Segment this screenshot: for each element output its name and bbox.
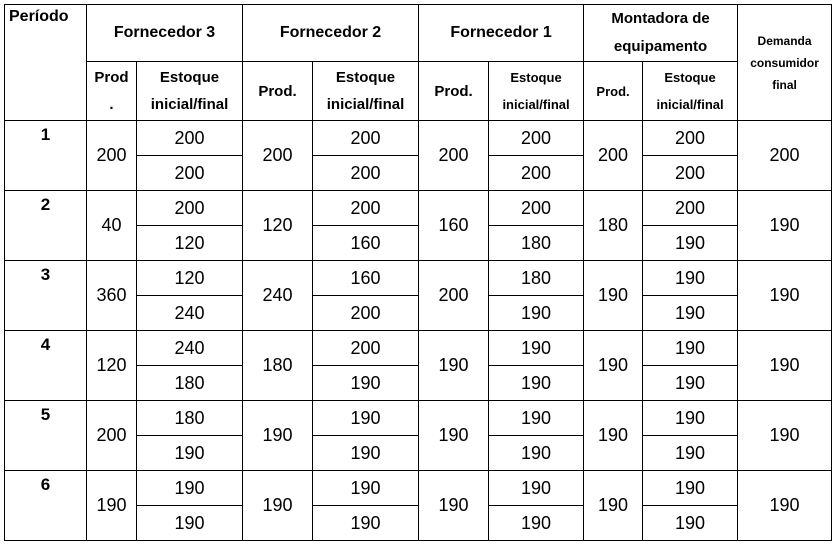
header-row-groups [5, 5, 832, 62]
fornecedor-1-prod-cell: 190 [419, 471, 489, 541]
header-f1-estoque-line2: inicial/final [502, 97, 570, 112]
fornecedor-1-estoque-inicial-cell: 190 [489, 471, 584, 506]
fornecedor-3-estoque-final-cell: 190 [137, 506, 243, 541]
demanda-cell: 190 [738, 261, 832, 331]
periodo-cell: 4 [5, 331, 87, 401]
fornecedor-2-estoque-final-cell: 190 [313, 436, 419, 471]
fornecedor-2-estoque-inicial-cell: 200 [313, 331, 419, 366]
fornecedor-3-estoque-final-cell: 120 [137, 226, 243, 261]
header-mont-estoque-line2: inicial/final [656, 97, 724, 112]
header-fornecedor-2: Fornecedor 2 [243, 5, 419, 62]
header-f3-estoque [137, 62, 243, 121]
montadora-estoque-inicial-cell: 190 [643, 471, 738, 506]
demanda-cell: 190 [738, 471, 832, 541]
fornecedor-1-prod-cell: 200 [419, 261, 489, 331]
header-f2-estoque [313, 62, 419, 121]
fornecedor-3-prod-cell: 200 [87, 401, 137, 471]
fornecedor-3-estoque-final-cell: 200 [137, 156, 243, 191]
montadora-estoque-final-cell: 190 [643, 436, 738, 471]
montadora-estoque-final-cell: 190 [643, 296, 738, 331]
fornecedor-2-prod-cell: 180 [243, 331, 313, 401]
montadora-prod-cell: 200 [584, 121, 643, 191]
header-f3-estoque-line1: Estoque [159, 69, 220, 86]
fornecedor-3-prod-cell: 190 [87, 471, 137, 541]
header-f2-estoque-line2: inicial/final [326, 96, 405, 113]
periodo-cell: 5 [5, 401, 87, 471]
supply-chain-table [4, 4, 832, 541]
fornecedor-3-estoque-inicial-cell: 180 [137, 401, 243, 436]
fornecedor-3-estoque-final-cell: 180 [137, 366, 243, 401]
fornecedor-3-estoque-inicial-cell: 200 [137, 191, 243, 226]
fornecedor-3-estoque-inicial-cell: 240 [137, 331, 243, 366]
header-row-sub [5, 62, 832, 121]
montadora-prod-cell: 180 [584, 191, 643, 261]
fornecedor-3-estoque-inicial-cell: 200 [137, 121, 243, 156]
fornecedor-2-prod-cell: 240 [243, 261, 313, 331]
fornecedor-1-estoque-final-cell: 190 [489, 296, 584, 331]
fornecedor-2-estoque-inicial-cell: 200 [313, 191, 419, 226]
periodo-cell: 6 [5, 471, 87, 541]
fornecedor-2-estoque-final-cell: 200 [313, 296, 419, 331]
demanda-cell: 190 [738, 401, 832, 471]
header-mont-estoque-line1: Estoque [664, 70, 716, 85]
fornecedor-1-estoque-final-cell: 190 [489, 436, 584, 471]
header-demanda-line3: final [772, 77, 797, 92]
montadora-prod-cell: 190 [584, 261, 643, 331]
montadora-prod-cell: 190 [584, 401, 643, 471]
fornecedor-3-prod-cell: 120 [87, 331, 137, 401]
fornecedor-2-estoque-final-cell: 190 [313, 506, 419, 541]
periodo-cell: 1 [5, 121, 87, 191]
fornecedor-2-prod-cell: 190 [243, 471, 313, 541]
header-f3-prod [87, 62, 137, 121]
fornecedor-1-prod-cell: 190 [419, 401, 489, 471]
montadora-estoque-inicial-cell: 190 [643, 261, 738, 296]
montadora-estoque-final-cell: 190 [643, 506, 738, 541]
fornecedor-1-prod-cell: 200 [419, 121, 489, 191]
header-f3-prod-line2: . [109, 96, 114, 113]
fornecedor-1-estoque-inicial-cell: 190 [489, 401, 584, 436]
header-fornecedor-3: Fornecedor 3 [87, 5, 243, 62]
table-row [5, 471, 832, 506]
montadora-estoque-inicial-cell: 190 [643, 401, 738, 436]
table-row [5, 331, 832, 366]
fornecedor-3-estoque-inicial-cell: 120 [137, 261, 243, 296]
header-mont-prod: Prod. [584, 62, 643, 121]
fornecedor-1-prod-cell: 190 [419, 331, 489, 401]
montadora-estoque-inicial-cell: 200 [643, 191, 738, 226]
montadora-prod-cell: 190 [584, 471, 643, 541]
table-row [5, 261, 832, 296]
header-demanda-line2: consumidor [750, 55, 819, 70]
fornecedor-3-prod-cell: 360 [87, 261, 137, 331]
montadora-estoque-final-cell: 190 [643, 366, 738, 401]
demanda-cell: 190 [738, 331, 832, 401]
table-row [5, 121, 832, 156]
fornecedor-1-estoque-inicial-cell: 200 [489, 121, 584, 156]
header-f3-prod-line1: Prod [94, 69, 129, 86]
montadora-prod-cell: 190 [584, 331, 643, 401]
fornecedor-3-prod-cell: 200 [87, 121, 137, 191]
periodo-cell: 3 [5, 261, 87, 331]
table-body [5, 121, 832, 541]
fornecedor-2-prod-cell: 190 [243, 401, 313, 471]
fornecedor-1-estoque-final-cell: 200 [489, 156, 584, 191]
fornecedor-1-prod-cell: 160 [419, 191, 489, 261]
fornecedor-2-estoque-final-cell: 200 [313, 156, 419, 191]
fornecedor-2-prod-cell: 200 [243, 121, 313, 191]
fornecedor-2-prod-cell: 120 [243, 191, 313, 261]
header-mont-estoque [643, 62, 738, 121]
header-f3-estoque-line2: inicial/final [150, 96, 229, 113]
fornecedor-3-estoque-final-cell: 240 [137, 296, 243, 331]
fornecedor-2-estoque-inicial-cell: 200 [313, 121, 419, 156]
header-montadora-line2: equipamento [613, 38, 708, 55]
fornecedor-1-estoque-final-cell: 190 [489, 366, 584, 401]
fornecedor-2-estoque-final-cell: 160 [313, 226, 419, 261]
fornecedor-3-estoque-inicial-cell: 190 [137, 471, 243, 506]
fornecedor-1-estoque-inicial-cell: 190 [489, 331, 584, 366]
periodo-cell: 2 [5, 191, 87, 261]
fornecedor-1-estoque-final-cell: 190 [489, 506, 584, 541]
header-f1-estoque-line1: Estoque [510, 70, 562, 85]
fornecedor-2-estoque-inicial-cell: 190 [313, 401, 419, 436]
fornecedor-2-estoque-final-cell: 190 [313, 366, 419, 401]
fornecedor-2-estoque-inicial-cell: 160 [313, 261, 419, 296]
fornecedor-1-estoque-final-cell: 180 [489, 226, 584, 261]
montadora-estoque-final-cell: 200 [643, 156, 738, 191]
montadora-estoque-inicial-cell: 190 [643, 331, 738, 366]
header-f1-estoque [489, 62, 584, 121]
demanda-cell: 190 [738, 191, 832, 261]
table-row [5, 401, 832, 436]
demanda-cell: 200 [738, 121, 832, 191]
table-row [5, 191, 832, 226]
header-montadora-line1: Montadora de [611, 10, 710, 27]
header-f2-prod: Prod. [243, 62, 313, 121]
header-periodo: Período [5, 5, 87, 121]
fornecedor-3-estoque-final-cell: 190 [137, 436, 243, 471]
fornecedor-2-estoque-inicial-cell: 190 [313, 471, 419, 506]
header-fornecedor-1: Fornecedor 1 [419, 5, 584, 62]
montadora-estoque-final-cell: 190 [643, 226, 738, 261]
fornecedor-3-prod-cell: 40 [87, 191, 137, 261]
fornecedor-1-estoque-inicial-cell: 200 [489, 191, 584, 226]
header-montadora [584, 5, 738, 62]
header-demanda [738, 5, 832, 121]
header-f2-estoque-line1: Estoque [335, 69, 396, 86]
header-f1-prod: Prod. [419, 62, 489, 121]
montadora-estoque-inicial-cell: 200 [643, 121, 738, 156]
header-demanda-line1: Demanda [757, 33, 812, 48]
fornecedor-1-estoque-inicial-cell: 180 [489, 261, 584, 296]
